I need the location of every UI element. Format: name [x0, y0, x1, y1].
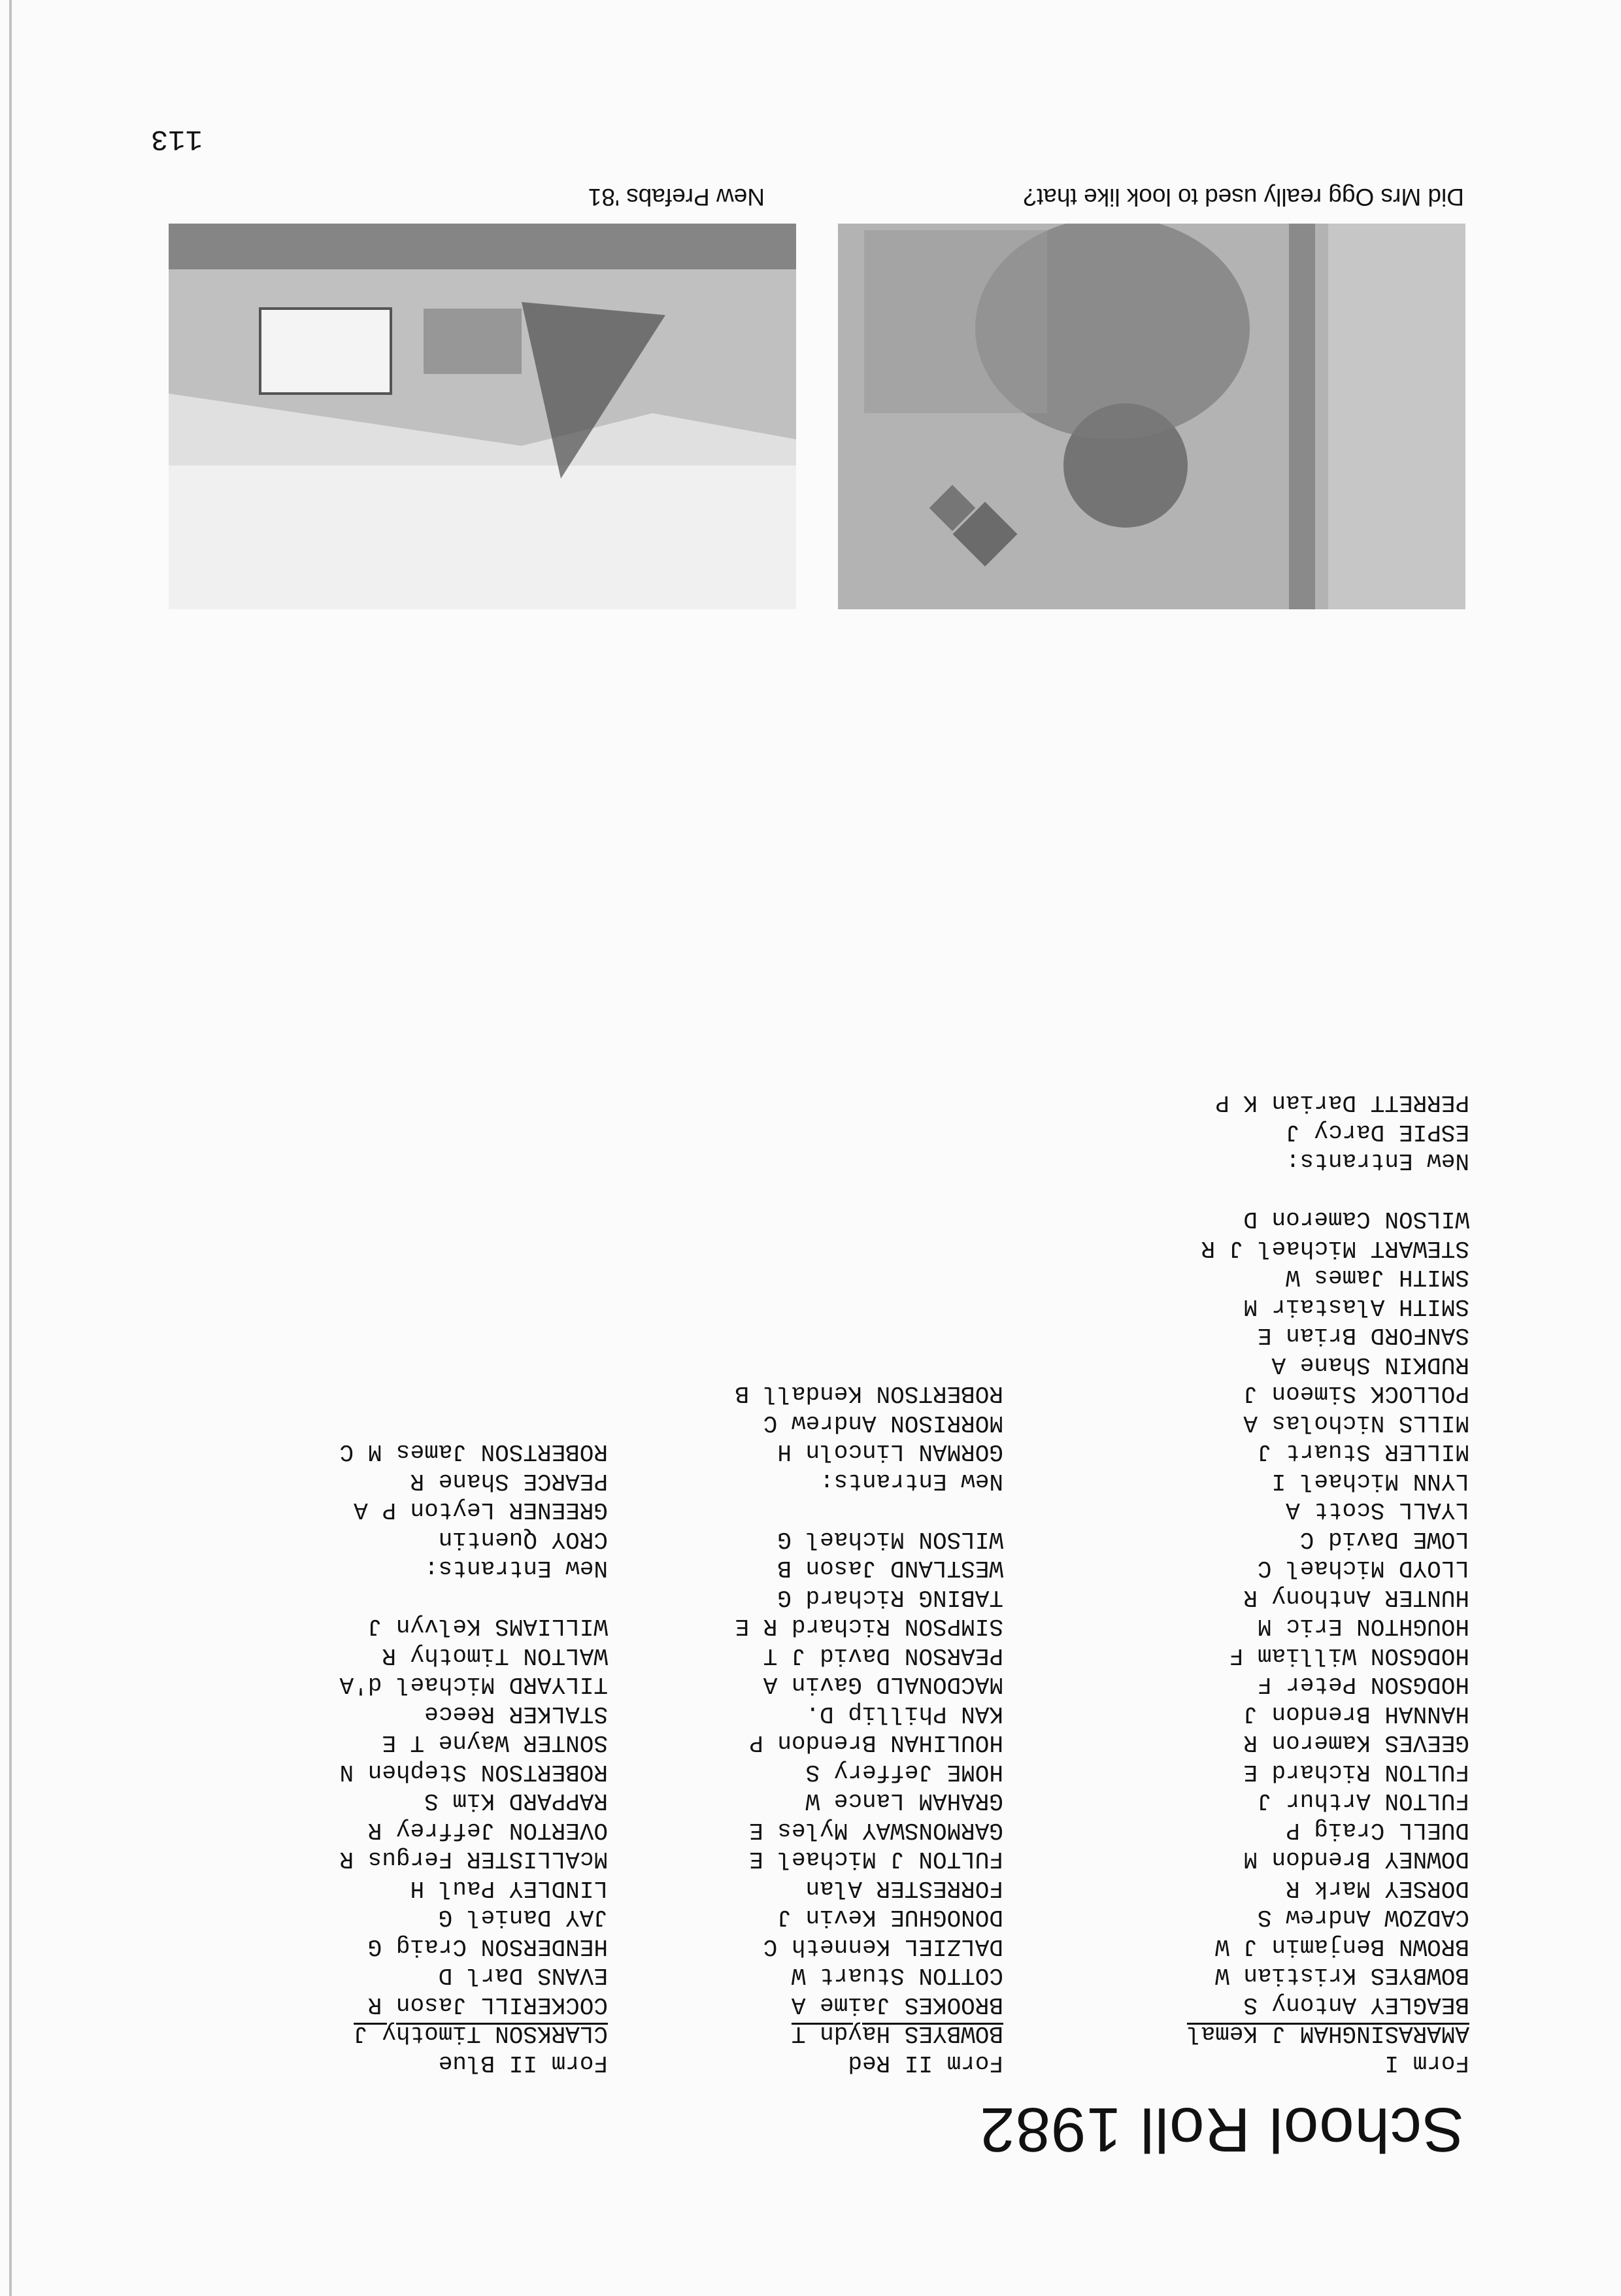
new-entrant-name: ESPIE Darcy J [1286, 1119, 1469, 1145]
spacer [1187, 1175, 1469, 1205]
student-name: GRAHAM Lance W [805, 1787, 1003, 1815]
new-entrant-name: GORMAN Lincoln H [777, 1438, 1003, 1466]
student-name: McALLISTER Fergus R [339, 1846, 608, 1873]
prefabs-photo-caption: New Prefabs '81 [588, 184, 765, 211]
new-entrants-heading: New Entrants: [424, 1555, 608, 1582]
student-name: BROOKES Jaime A [791, 1991, 1003, 2018]
form-heading: Form II Red [848, 2050, 1003, 2076]
student-name: LINDLEY Paul H [410, 1875, 608, 1902]
student-name: COCKERILL Jason R [367, 1991, 608, 2018]
student-name: PEARSON David J T [763, 1642, 1003, 1669]
spacer [735, 1495, 1003, 1525]
new-entrants-heading: New Entrants: [1286, 1147, 1469, 1175]
student-name: SMITH Alastair M [1243, 1293, 1469, 1320]
new-entrant-name: PEARCE Shane R [410, 1468, 608, 1494]
student-name: COTTON Stuart W [791, 1962, 1003, 1989]
student-name: HOME Jeffery S [805, 1759, 1003, 1785]
teacher-photo-caption: Did Mrs Ogg really used to look like that? [1023, 184, 1464, 211]
new-entrant-name: PERRETT Darian K P [1215, 1089, 1469, 1117]
student-name: HENDERSON Craig G [367, 1933, 608, 1960]
student-name: HUNTER Anthony R [1243, 1584, 1469, 1611]
student-name: JAY Daniel G [438, 1904, 608, 1931]
student-name: GARMONSWAY Myles E [749, 1817, 1003, 1844]
student-name: KAN Phillip D. [805, 1700, 1003, 1727]
student-name: MILLER Stuart J [1257, 1438, 1469, 1466]
student-name: FULTON Richard E [1243, 1759, 1469, 1785]
new-entrant-name: ROBERTSON James M C [339, 1438, 608, 1466]
student-name: WILSON Michael G [777, 1526, 1003, 1553]
student-name: SMITH James W [1286, 1264, 1469, 1291]
student-name: WALTON Timothy R [382, 1642, 608, 1669]
student-name: LYNN Michael I [1271, 1468, 1469, 1494]
student-name: FULTON Arthur J [1257, 1787, 1469, 1815]
student-name: SANFORD Brian E [1257, 1322, 1469, 1349]
form-2-blue-column [340, 1437, 608, 2077]
spacer [340, 1583, 608, 1612]
student-name: ROBERTSON Stephen N [339, 1759, 608, 1785]
student-name: BROWN Benjamin J W [1215, 1933, 1469, 1960]
student-name: EVANS Darl D [438, 1962, 608, 1989]
student-name: FULTON J Michael E [749, 1846, 1003, 1873]
student-name: BOWBYES Haydn T [791, 2020, 1003, 2048]
student-name: OVERTON Jeffrey R [367, 1817, 608, 1844]
teacher-photo-image [838, 224, 1465, 609]
student-name: AMARASINGHAM J Kemal [1186, 2020, 1469, 2048]
form-heading: Form II Blue [438, 2050, 608, 2076]
student-name: WILSON Cameron D [1243, 1206, 1469, 1233]
student-name: LLOYD Michael C [1257, 1555, 1469, 1582]
student-name: HOUGHTON Eric M [1257, 1613, 1469, 1640]
student-name: BEAGLEY Antony S [1243, 1991, 1469, 2018]
student-name: MILLS Nicholas A [1243, 1410, 1469, 1436]
new-entrant-name: MORRISON Andrew C [763, 1410, 1003, 1436]
student-name: HODGSON Peter F [1257, 1671, 1469, 1698]
student-name: HODGSON William F [1229, 1642, 1469, 1669]
student-name: BOWBYES Kristian W [1215, 1962, 1469, 1989]
student-name: WILLIAMS Kelvyn J [367, 1613, 608, 1640]
student-name: CLARKSON Timothy J [354, 2020, 608, 2048]
form-2-red-column [735, 1379, 1003, 2077]
new-entrant-name: ROBERTSON Kendall B [735, 1380, 1003, 1408]
form-1-column [1187, 1088, 1469, 2077]
student-name: DUELL Craig P [1286, 1817, 1469, 1844]
page-title: School Roll 1982 [979, 2095, 1464, 2165]
student-name: MACDONALD Gavin A [763, 1671, 1003, 1698]
student-name: GEEVES Kameron R [1243, 1729, 1469, 1757]
teacher-photo [838, 224, 1465, 609]
student-name: FORRESTER Alan [805, 1875, 1003, 1902]
scan-edge-line [9, 0, 12, 2296]
student-name: RUDKIN Shane A [1271, 1351, 1469, 1378]
new-entrant-name: GREENER Leyton P A [354, 1496, 608, 1524]
student-name: TABING Richard G [777, 1584, 1003, 1611]
student-name: STALKER Reece [424, 1700, 608, 1727]
prefabs-photo [169, 224, 796, 609]
prefabs-photo-image [169, 224, 796, 609]
student-name: TILYARD Michael d'A [339, 1671, 608, 1698]
student-name: CADZOW Andrew S [1257, 1904, 1469, 1931]
page-number: 113 [150, 122, 203, 155]
student-name: DOWNEY Brendon M [1243, 1846, 1469, 1873]
form-heading: Form I [1384, 2050, 1469, 2076]
student-name: SIMPSON Richard R E [735, 1613, 1003, 1640]
student-name: LYALL Scott A [1286, 1496, 1469, 1524]
student-name: DONOGHUE Kevin J [777, 1904, 1003, 1931]
student-name: DORSEY Mark R [1286, 1875, 1469, 1902]
student-name: DALZIEL Kenneth C [763, 1933, 1003, 1960]
student-name: WESTLAND Jason B [777, 1555, 1003, 1582]
student-name: LOWE David C [1299, 1526, 1469, 1553]
student-name: SONTER Wayne T E [382, 1729, 608, 1757]
student-name: STEWART Michael J R [1201, 1235, 1469, 1262]
student-name: RAPPARD Kim S [424, 1787, 608, 1815]
student-name: HANNAH Brendon J [1243, 1700, 1469, 1727]
new-entrants-heading: New Entrants: [820, 1468, 1003, 1494]
student-name: POLLOCK Simeon J [1243, 1380, 1469, 1408]
student-name: HOULIHAN Brendon P [749, 1729, 1003, 1757]
new-entrant-name: CROY Quentin [438, 1526, 608, 1553]
